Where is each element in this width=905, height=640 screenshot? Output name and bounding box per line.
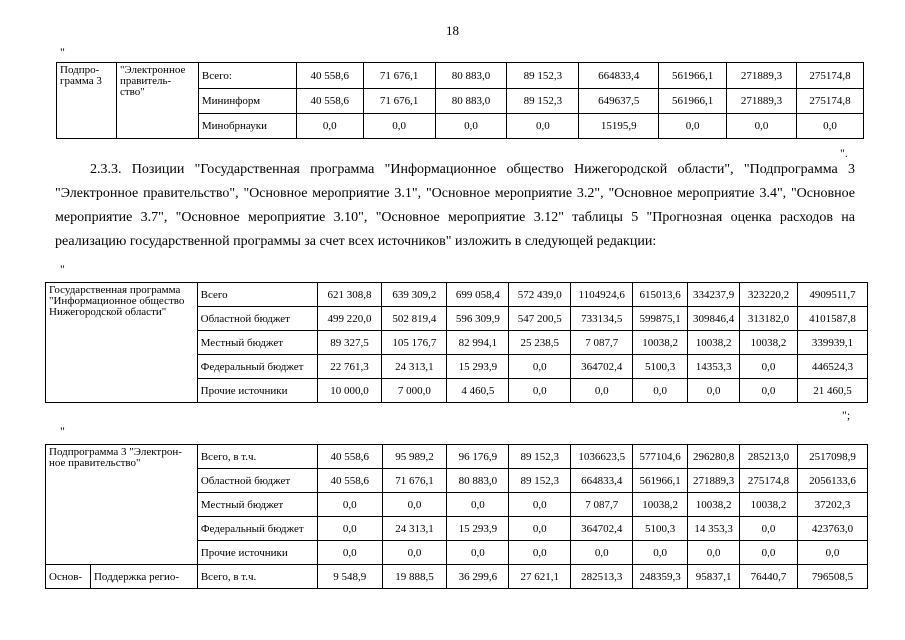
value-cell: 4101587,8	[798, 307, 868, 331]
value-cell: 2056133,6	[798, 469, 868, 493]
value-cell: 0,0	[435, 114, 507, 139]
funding-source: Всего	[197, 283, 317, 307]
value-cell: 25 238,5	[509, 331, 571, 355]
value-cell: 89 152,3	[507, 89, 579, 114]
value-cell: 10038,2	[740, 331, 798, 355]
value-cell: 0,0	[509, 493, 571, 517]
measure-name: Поддержка регио-	[90, 565, 197, 589]
value-cell: 621 308,8	[317, 283, 382, 307]
value-cell: 10038,2	[740, 493, 798, 517]
value-cell: 19 888,5	[382, 565, 447, 589]
value-cell: 0,0	[317, 517, 382, 541]
value-cell: 596 309,9	[447, 307, 509, 331]
value-cell: 15 293,9	[447, 355, 509, 379]
value-cell: 334237,9	[688, 283, 740, 307]
subprogram-label: Подпро- грамма 3	[57, 63, 117, 139]
value-cell: 0,0	[633, 379, 688, 403]
value-cell: 40 558,6	[296, 63, 363, 89]
value-cell: 71 676,1	[382, 469, 447, 493]
value-cell: 24 313,1	[382, 517, 447, 541]
value-cell: 0,0	[382, 541, 447, 565]
quote-open-3: "	[60, 424, 65, 438]
value-cell: 0,0	[509, 379, 571, 403]
program-name: Государственная программа "Информационное общество Нижегородской области"	[46, 283, 198, 403]
value-cell: 0,0	[727, 114, 797, 139]
funding-source: Прочие источники	[197, 541, 317, 565]
value-cell: 0,0	[317, 541, 382, 565]
value-cell: 0,0	[688, 541, 740, 565]
value-cell: 0,0	[796, 114, 863, 139]
value-cell: 21 460,5	[798, 379, 868, 403]
value-cell: 275174,8	[740, 469, 798, 493]
value-cell: 0,0	[798, 541, 868, 565]
value-cell: 699 058,4	[447, 283, 509, 307]
value-cell: 0,0	[509, 517, 571, 541]
value-cell: 89 327,5	[317, 331, 382, 355]
value-cell: 664833,4	[579, 63, 659, 89]
value-cell: 364702,4	[571, 355, 633, 379]
value-cell: 76440,7	[740, 565, 798, 589]
funding-source: Мининформ	[198, 89, 296, 114]
value-cell: 0,0	[363, 114, 435, 139]
value-cell: 5100,3	[633, 517, 688, 541]
value-cell: 7 087,7	[571, 331, 633, 355]
value-cell: 0,0	[571, 379, 633, 403]
value-cell: 0,0	[509, 355, 571, 379]
value-cell: 14 353,3	[688, 517, 740, 541]
funding-source: Местный бюджет	[197, 493, 317, 517]
subprogram-name: "Электронное правитель- ство"	[116, 63, 198, 139]
value-cell: 796508,5	[798, 565, 868, 589]
table-row	[46, 445, 868, 469]
value-cell: 0,0	[447, 541, 509, 565]
table-row	[46, 565, 868, 589]
value-cell: 0,0	[740, 541, 798, 565]
funding-source: Областной бюджет	[197, 307, 317, 331]
state-program-table	[45, 282, 868, 403]
value-cell: 1036623,5	[571, 445, 633, 469]
value-cell: 89 152,3	[509, 445, 571, 469]
value-cell: 282513,3	[571, 565, 633, 589]
value-cell: 40 558,6	[317, 469, 382, 493]
funding-source: Федеральный бюджет	[197, 355, 317, 379]
table-row	[57, 63, 864, 89]
funding-source: Всего, в т.ч.	[197, 565, 317, 589]
value-cell: 0,0	[507, 114, 579, 139]
value-cell: 95837,1	[688, 565, 740, 589]
value-cell: 10038,2	[633, 331, 688, 355]
value-cell: 37202,3	[798, 493, 868, 517]
value-cell: 649637,5	[579, 89, 659, 114]
value-cell: 89 152,3	[507, 63, 579, 89]
value-cell: 561966,1	[633, 469, 688, 493]
amendment-paragraph: 2.3.3. Позиции "Государственная программа "Информационное общество Нижегородской области", "Подпрограмма 3 "Электронное правительство", "Основное мероприятие 3.1", "Основное мероприятие 3.2", "Основное мероприятие 3.4", "Основное мероприятие 3.7", "Основное мероприятие 3.10", "Основное мероприятие 3.12" таблицы 5 "Прогнозная оценка расходов на реализацию государственной программы за счет всех источников" изложить в следующей редакции:	[55, 162, 855, 249]
value-cell: 664833,4	[571, 469, 633, 493]
value-cell: 0,0	[509, 541, 571, 565]
value-cell: 0,0	[447, 493, 509, 517]
value-cell: 7 087,7	[571, 493, 633, 517]
subprogram-name: Подпрограмма 3 "Электрон-ное правительство"	[46, 445, 198, 565]
value-cell: 561966,1	[659, 89, 727, 114]
value-cell: 0,0	[740, 379, 798, 403]
value-cell: 71 676,1	[363, 63, 435, 89]
value-cell: 7 000,0	[382, 379, 447, 403]
value-cell: 572 439,0	[509, 283, 571, 307]
value-cell: 547 200,5	[509, 307, 571, 331]
funding-source: Федеральный бюджет	[197, 517, 317, 541]
funding-source: Прочие источники	[197, 379, 317, 403]
value-cell: 446524,3	[798, 355, 868, 379]
value-cell: 5100,3	[633, 355, 688, 379]
value-cell: 40 558,6	[296, 89, 363, 114]
value-cell: 27 621,1	[509, 565, 571, 589]
quote-close-2: ";	[842, 408, 851, 422]
value-cell: 275174,8	[796, 63, 863, 89]
value-cell: 24 313,1	[382, 355, 447, 379]
value-cell: 0,0	[659, 114, 727, 139]
value-cell: 82 994,1	[447, 331, 509, 355]
page-number: 18	[446, 23, 459, 38]
value-cell: 105 176,7	[382, 331, 447, 355]
value-cell: 639 309,2	[382, 283, 447, 307]
value-cell: 4909511,7	[798, 283, 868, 307]
funding-source: Всего:	[198, 63, 296, 89]
value-cell: 1104924,6	[571, 283, 633, 307]
value-cell: 296280,8	[688, 445, 740, 469]
value-cell: 96 176,9	[447, 445, 509, 469]
value-cell: 275174,8	[796, 89, 863, 114]
value-cell: 0,0	[688, 379, 740, 403]
value-cell: 502 819,4	[382, 307, 447, 331]
table-row	[46, 283, 868, 307]
value-cell: 313182,0	[740, 307, 798, 331]
quote-open-1: "	[60, 45, 65, 59]
value-cell: 0,0	[633, 541, 688, 565]
value-cell: 10038,2	[633, 493, 688, 517]
value-cell: 0,0	[382, 493, 447, 517]
value-cell: 15 293,9	[447, 517, 509, 541]
value-cell: 423763,0	[798, 517, 868, 541]
value-cell: 364702,4	[571, 517, 633, 541]
value-cell: 309846,4	[688, 307, 740, 331]
quote-close-1: ".	[840, 146, 848, 160]
value-cell: 10 000,0	[317, 379, 382, 403]
value-cell: 0,0	[740, 355, 798, 379]
value-cell: 271889,3	[727, 89, 797, 114]
value-cell: 0,0	[317, 493, 382, 517]
subprogram-3-table	[56, 62, 864, 139]
funding-source: Всего, в т.ч.	[197, 445, 317, 469]
value-cell: 22 761,3	[317, 355, 382, 379]
value-cell: 339939,1	[798, 331, 868, 355]
value-cell: 2517098,9	[798, 445, 868, 469]
quote-open-2: "	[60, 262, 65, 276]
value-cell: 0,0	[740, 517, 798, 541]
value-cell: 80 883,0	[435, 89, 507, 114]
value-cell: 89 152,3	[509, 469, 571, 493]
value-cell: 36 299,6	[447, 565, 509, 589]
value-cell: 733134,5	[571, 307, 633, 331]
value-cell: 95 989,2	[382, 445, 447, 469]
value-cell: 80 883,0	[447, 469, 509, 493]
value-cell: 577104,6	[633, 445, 688, 469]
funding-source: Областной бюджет	[197, 469, 317, 493]
value-cell: 0,0	[571, 541, 633, 565]
funding-source: Местный бюджет	[197, 331, 317, 355]
value-cell: 9 548,9	[317, 565, 382, 589]
value-cell: 271889,3	[688, 469, 740, 493]
funding-source: Минобрнауки	[198, 114, 296, 139]
value-cell: 0,0	[296, 114, 363, 139]
value-cell: 10038,2	[688, 493, 740, 517]
value-cell: 285213,0	[740, 445, 798, 469]
value-cell: 71 676,1	[363, 89, 435, 114]
value-cell: 323220,2	[740, 283, 798, 307]
value-cell: 10038,2	[688, 331, 740, 355]
subprogram-3-detailed-table	[45, 444, 868, 589]
value-cell: 615013,6	[633, 283, 688, 307]
value-cell: 80 883,0	[435, 63, 507, 89]
value-cell: 561966,1	[659, 63, 727, 89]
value-cell: 15195,9	[579, 114, 659, 139]
value-cell: 40 558,6	[317, 445, 382, 469]
value-cell: 248359,3	[633, 565, 688, 589]
value-cell: 4 460,5	[447, 379, 509, 403]
value-cell: 599875,1	[633, 307, 688, 331]
value-cell: 14353,3	[688, 355, 740, 379]
measure-label: Основ-	[46, 565, 91, 589]
value-cell: 499 220,0	[317, 307, 382, 331]
value-cell: 271889,3	[727, 63, 797, 89]
